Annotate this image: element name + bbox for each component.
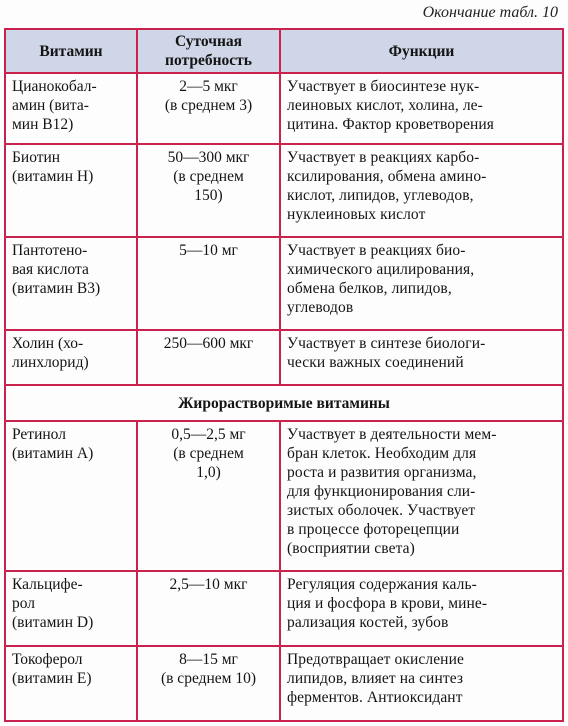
function-line: ферментов. Антиоксидант bbox=[287, 689, 463, 707]
amount-cell bbox=[137, 144, 280, 237]
function-cell bbox=[280, 73, 563, 144]
section-title: Жирорастворимые витамины bbox=[5, 385, 563, 421]
vitamin-name-cell bbox=[5, 237, 137, 330]
table-row bbox=[5, 421, 563, 571]
vitamin-name-cell bbox=[5, 571, 137, 646]
function-line: Регуляция содержания каль- bbox=[287, 576, 477, 594]
amount-line: 8—15 мг bbox=[179, 651, 238, 669]
function-cell bbox=[280, 571, 563, 646]
amount-cell bbox=[137, 421, 280, 571]
amount-cell bbox=[137, 646, 280, 721]
amount-line: (в среднем bbox=[173, 445, 244, 463]
function-line: нуклеиновых кислот bbox=[287, 205, 426, 223]
function-line: леиновых кислот, холина, ле- bbox=[287, 97, 483, 114]
function-line: ция и фосфора в крови, мине- bbox=[287, 595, 488, 613]
amount-line: 50—300 мкг bbox=[167, 148, 250, 166]
amount-cell bbox=[137, 73, 280, 144]
name-line: амин (вита- bbox=[12, 97, 89, 114]
name-line: рол bbox=[12, 595, 36, 613]
amount-line: (в среднем 3) bbox=[164, 97, 253, 114]
function-cell bbox=[280, 144, 563, 237]
amount-line: 0,5—2,5 мг bbox=[171, 426, 246, 444]
function-line: Участвует в биосинтезе нук- bbox=[287, 78, 480, 95]
name-line: (витамин A) bbox=[12, 445, 94, 463]
vitamin-name-cell bbox=[5, 421, 137, 571]
header-vitamin: Витамин bbox=[5, 29, 137, 73]
vitamin-name-cell bbox=[5, 144, 137, 237]
amount-line: 150) bbox=[194, 186, 223, 204]
amount-line: 250—600 мкг bbox=[163, 335, 254, 353]
vitamin-table bbox=[4, 28, 564, 722]
table-row bbox=[5, 571, 563, 646]
function-line: для функционирования сли- bbox=[287, 483, 476, 501]
name-line: (витамин E) bbox=[12, 670, 92, 688]
amount-line: 5—10 мг bbox=[179, 242, 238, 260]
function-line: кислот, липидов, углеводов, bbox=[287, 186, 474, 204]
header-row bbox=[5, 29, 563, 73]
function-line: химического ацилирования, bbox=[287, 261, 475, 279]
function-line: Участвует в синтезе биологи- bbox=[287, 335, 486, 353]
function-line: Участвует в деятельности мем- bbox=[287, 426, 497, 444]
name-line: (витамин H) bbox=[12, 167, 94, 185]
function-line: липидов, влияет на синтез bbox=[287, 670, 464, 688]
function-line: цитина. Фактор кроветворения bbox=[287, 116, 495, 133]
name-line: линхлорид) bbox=[12, 354, 89, 372]
function-line: ксилирования, обмена амино- bbox=[287, 167, 487, 185]
table-row bbox=[5, 144, 563, 237]
function-line: зистых оболочек. Участвует bbox=[287, 502, 476, 520]
vitamin-name-cell bbox=[5, 330, 137, 385]
function-line: углеводов bbox=[287, 299, 354, 317]
table-caption: Окончание табл. 10 bbox=[422, 4, 558, 21]
name-line: (витамин B3) bbox=[12, 280, 101, 298]
header-need-line: потребность bbox=[165, 52, 252, 69]
table-row bbox=[5, 73, 563, 144]
function-line: (восприятии света) bbox=[287, 540, 415, 558]
amount-cell bbox=[137, 330, 280, 385]
vitamin-name-cell bbox=[5, 73, 137, 144]
amount-line: (в среднем 10) bbox=[160, 670, 257, 688]
function-line: Участвует в реакциях био- bbox=[287, 242, 466, 260]
section-row bbox=[5, 385, 563, 421]
function-line: роста и развития организма, bbox=[287, 464, 477, 482]
function-cell bbox=[280, 237, 563, 330]
name-line: Кальцифе- bbox=[12, 576, 83, 594]
header-need-line: Суточная bbox=[174, 33, 243, 50]
name-line: Биотин bbox=[12, 148, 61, 166]
table-row bbox=[5, 330, 563, 385]
function-cell bbox=[280, 646, 563, 721]
table-row bbox=[5, 646, 563, 721]
name-line: мин B12) bbox=[12, 116, 74, 133]
function-line: Участвует в реакциях карбо- bbox=[287, 148, 480, 166]
name-line: Токоферол bbox=[12, 651, 83, 669]
function-line: Предотвращает окисление bbox=[287, 651, 464, 669]
function-line: в процессе фоторецепции bbox=[287, 521, 460, 539]
function-line: бран клеток. Необходим для bbox=[287, 445, 477, 463]
header-daily-need bbox=[137, 29, 280, 73]
amount-cell bbox=[137, 237, 280, 330]
function-line: рализация костей, зубов bbox=[287, 614, 449, 632]
name-line: (витамин D) bbox=[12, 614, 94, 632]
function-cell bbox=[280, 330, 563, 385]
function-cell bbox=[280, 421, 563, 571]
amount-line: (в среднем bbox=[173, 167, 244, 185]
function-line: чески важных соединений bbox=[287, 354, 464, 372]
table-row bbox=[5, 237, 563, 330]
header-function: Функции bbox=[280, 29, 563, 73]
name-line: вая кислота bbox=[12, 261, 89, 279]
name-line: Пантотено- bbox=[12, 242, 88, 260]
name-line: Холин (хо- bbox=[12, 335, 84, 353]
amount-line: 2—5 мкг bbox=[179, 78, 238, 95]
function-line: обмена белков, липидов, bbox=[287, 280, 452, 298]
vitamin-name-cell bbox=[5, 646, 137, 721]
amount-line: 1,0) bbox=[196, 464, 221, 482]
name-line: Цианокобал- bbox=[12, 78, 97, 95]
amount-line: 2,5—10 мкг bbox=[169, 576, 248, 594]
name-line: Ретинол bbox=[12, 426, 66, 444]
amount-cell bbox=[137, 571, 280, 646]
